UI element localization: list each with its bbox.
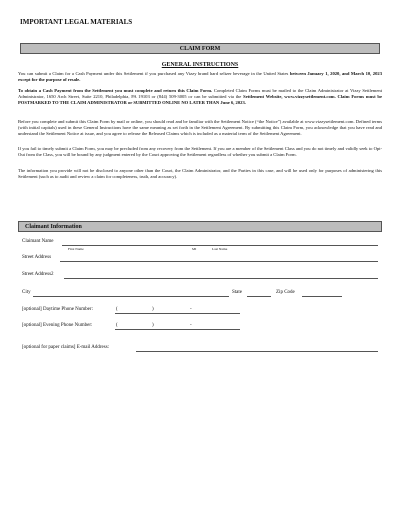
submission-deadline: Settlement Website, www.vizzysettlement.com. Claim Forms must be POSTMARKED TO THE CLAIM ADMINISTRATOR or SUBMITTED ONLINE NO LATER THAN June 6, 2023. [18, 94, 382, 105]
city-label: City [22, 290, 31, 295]
zip-code-field[interactable] [302, 296, 342, 297]
evening-phone-close-paren: ) [152, 323, 154, 328]
state-field[interactable] [247, 296, 271, 297]
first-name-sublabel: First Name [68, 247, 84, 251]
street-address2-label: Street Address2 [22, 272, 54, 277]
header-title: IMPORTANT LEGAL MATERIALS [20, 18, 133, 26]
evening-phone-dash: - [190, 323, 192, 328]
city-field[interactable] [33, 296, 229, 297]
submission-lead: To obtain a Cash Payment from the Settlement you must complete and return this Claim Form. [18, 88, 213, 93]
eligibility-text: You can submit a Claim for a Cash Payment under this Settlement if you purchased any Vizzy brand hard seltzer beverage in the United States [18, 71, 290, 76]
street-address-field[interactable] [60, 261, 378, 262]
street-address-label: Street Address [22, 255, 52, 260]
instructions-paragraph-submission [18, 88, 382, 106]
last-name-sublabel: Last Name [212, 247, 228, 251]
daytime-phone-label: [optional] Daytime Phone Number: [22, 307, 93, 312]
daytime-phone-field[interactable] [115, 313, 240, 314]
daytime-phone-close-paren: ) [152, 307, 154, 312]
claimant-information-bar [18, 221, 382, 232]
evening-phone-open-paren: ( [116, 323, 118, 328]
mi-sublabel: MI [192, 247, 197, 251]
form-title: CLAIM FORM [20, 43, 380, 54]
claimant-information-title: Claimant Information [25, 224, 82, 230]
email-label: [optional for paper claims] E-mail Address: [22, 345, 110, 350]
general-instructions-heading: GENERAL INSTRUCTIONS [161, 62, 239, 68]
instructions-paragraph-timeliness: If you fail to timely submit a Claim Form, you may be precluded from any recovery from the Settlement. If you are a member of the Settlement Class and you do not timely and validly seek to Opt-Out from the Class, you will be bound by any judgment entered by the Court approving the Settlement regardless of whether you submit a Claim Form. [18, 146, 382, 157]
claimant-name-label: Claimant Name [22, 239, 54, 244]
evening-phone-label: [optional] Evening Phone Number: [22, 323, 93, 328]
instructions-paragraph-notice: Before you complete and submit this Claim Form by mail or online, you should read and be familiar with the Settlement Notice (“the Notice”) available at www.vizzysettlement.com. Defined terms (with initial capitals) used in these General Instructions have the same meaning as set forth in the Settlement Agreement. By submitting this Claim Form, you acknowledge that you have read and understand the Settlement Notice at issue, and you agree to release the Released Claims which is included as a material term of the Settlement Agreement. [18, 119, 382, 136]
instructions-paragraph-eligibility [18, 71, 382, 83]
email-field[interactable] [136, 351, 378, 352]
eligibility-dates: between January 1, 2020, and March 10, 2023 except for the purpose of resale. [18, 71, 382, 82]
state-label: State [232, 290, 242, 295]
evening-phone-field[interactable] [115, 329, 240, 330]
daytime-phone-dash: - [190, 307, 192, 312]
street-address2-field[interactable] [64, 278, 378, 279]
zip-code-label: Zip Code [276, 290, 295, 295]
instructions-paragraph-privacy: The information you provide will not be disclosed to anyone other than the Court, the Claim Administrator, and the Parties in this case, and will be used only for purposes of administering this Settlement (such as to audit and review a claim for completeness, truth, and accuracy). [18, 168, 382, 179]
submission-address: Completed Claim Forms must be mailed to the Claim Administrator at Vizzy Settlement Administrator, 1650 Arch Street, Suite 2210, Philadelphia, PA 19103 or (844) 509-3005 or can be submitted via the [18, 88, 382, 99]
daytime-phone-open-paren: ( [116, 307, 118, 312]
claimant-name-field[interactable] [62, 245, 378, 246]
